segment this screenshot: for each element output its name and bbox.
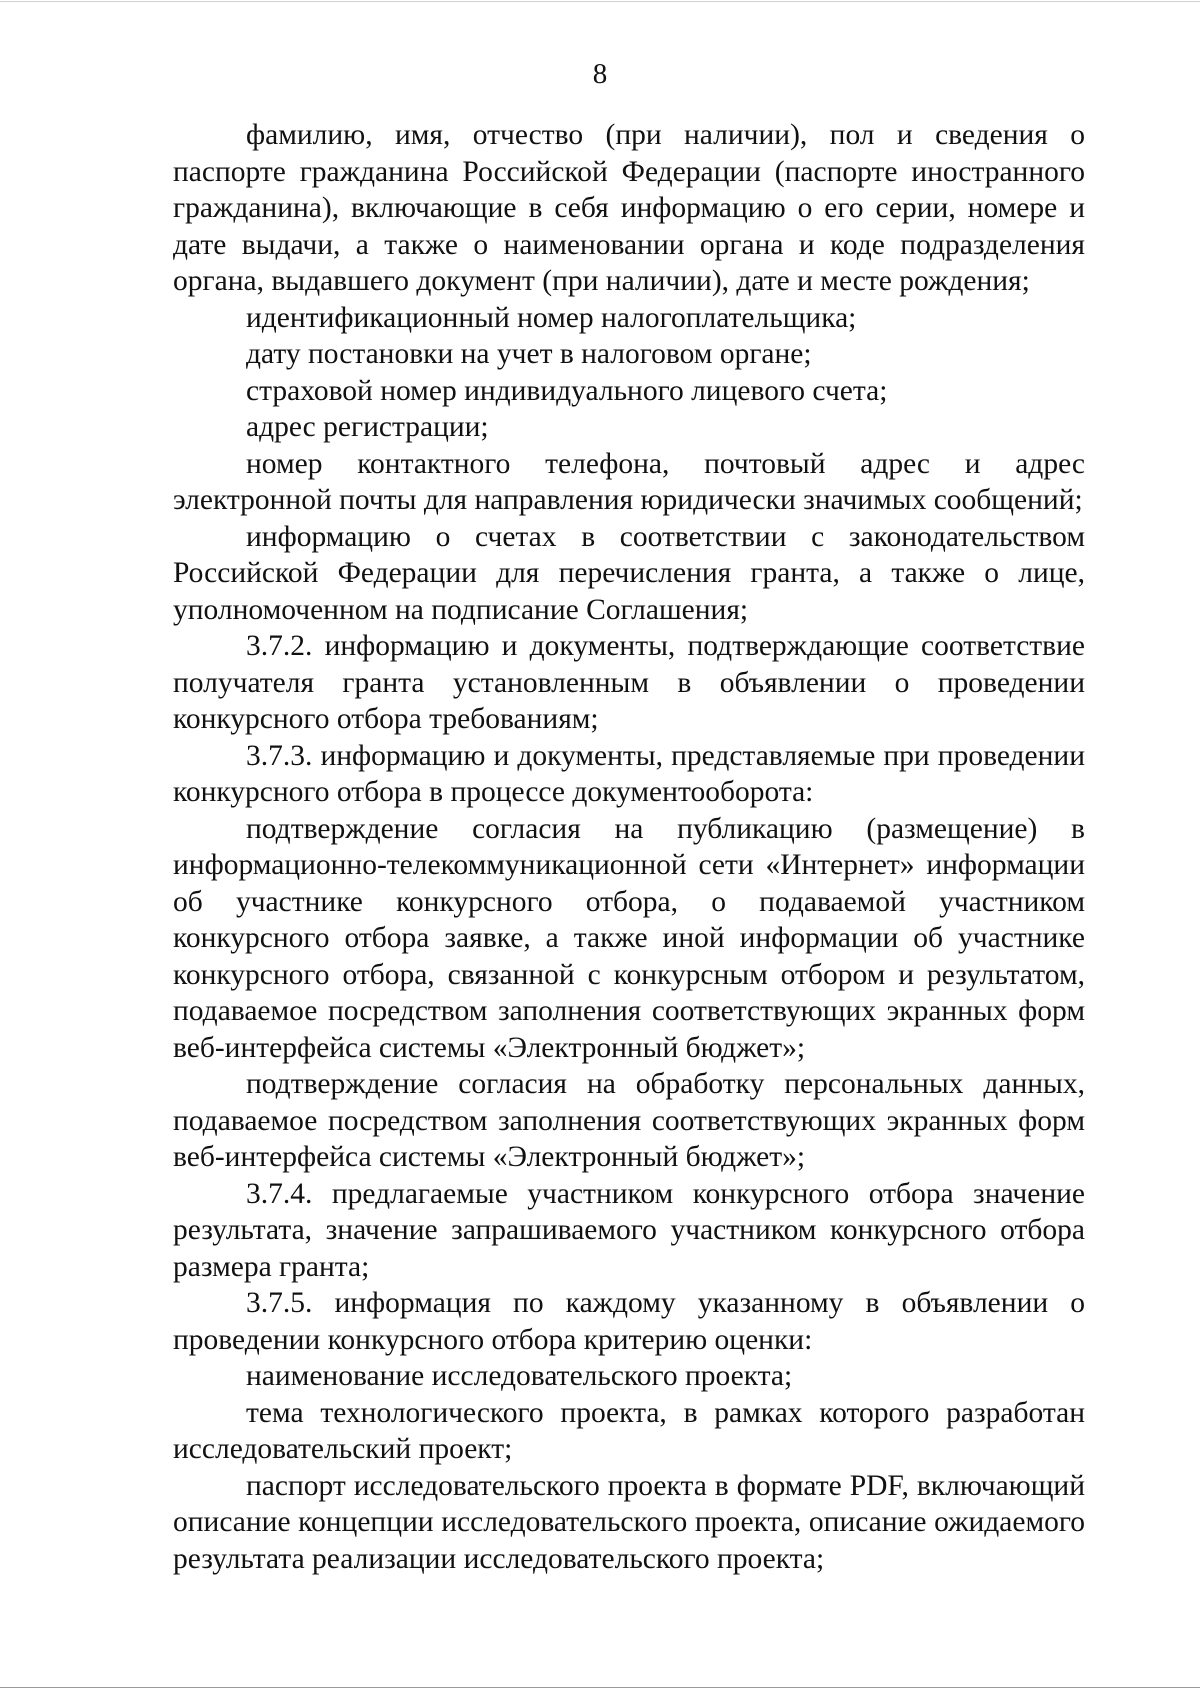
paragraph: 3.7.3. информацию и документы, представляемые при проведении конкурсного отбора в процессе документооборота: <box>173 739 1085 808</box>
paragraph: паспорт исследовательского проекта в формате PDF, включающий описание концепции исследовательского проекта, описание ожидаемого результата реализации исследовательского проекта; <box>173 1469 1085 1575</box>
paragraph: 3.7.5. информация по каждому указанному в объявлении о проведении конкурсного отбора критерию оценки: <box>173 1287 1085 1356</box>
paragraph: тема технологического проекта, в рамках которого разработан исследовательский проект; <box>173 1396 1085 1465</box>
paragraph: фамилию, имя, отчество (при наличии), пол и сведения о паспорте гражданина Российской Федерации (паспорте иностранного гражданина), включающие в себя информацию о его серии, номере и дате выдачи, а также о наименовании органа и коде подразделения органа, выдавшего документ (при наличии), дате и месте рождения; <box>173 119 1085 297</box>
paragraph: подтверждение согласия на обработку персональных данных, подаваемое посредством заполнения соответствующих экранных форм веб-интерфейса системы «Электронный бюджет»; <box>173 1068 1085 1173</box>
paragraph: подтверждение согласия на публикацию (размещение) в информационно-телекоммуникационной сети «Интернет» информации об участнике конкурсного отбора, о подаваемой участником конкурсного отбора заявке, а также иной информации об участнике конкурсного отбора, связанной с конкурсным отбором и результатом, подаваемое посредством заполнения соответствующих экранных форм веб-интерфейса системы «Электронный бюджет»; <box>173 812 1085 1064</box>
paragraph: 3.7.4. предлагаемые участником конкурсного отбора значение результата, значение запрашиваемого участником конкурсного отбора размера гранта; <box>173 1177 1085 1283</box>
document-body <box>173 117 1085 1577</box>
scan-edge-top <box>0 1 1200 2</box>
paragraph: дату постановки на учет в налоговом органе; <box>246 338 812 370</box>
paragraph: страховой номер индивидуального лицевого счета; <box>246 374 888 407</box>
scan-edge-bottom <box>0 1687 1200 1688</box>
paragraph: идентификационный номер налогоплательщика; <box>246 301 857 334</box>
paragraph: адрес регистрации; <box>246 411 489 443</box>
paragraph: информацию о счетах в соответствии с законодательством Российской Федерации для перечисления гранта, а также о лице, уполномоченном на подписание Соглашения; <box>173 520 1085 626</box>
paragraph: 3.7.2. информацию и документы, подтверждающие соответствие получателя гранта установленным в объявлении о проведении конкурсного отбора требованиям; <box>173 630 1085 735</box>
page-number: 8 <box>592 58 608 90</box>
paragraph: номер контактного телефона, почтовый адрес и адрес электронной почты для направления юридически значимых сообщений; <box>173 447 1085 516</box>
paragraph: наименование исследовательского проекта; <box>246 1360 793 1392</box>
